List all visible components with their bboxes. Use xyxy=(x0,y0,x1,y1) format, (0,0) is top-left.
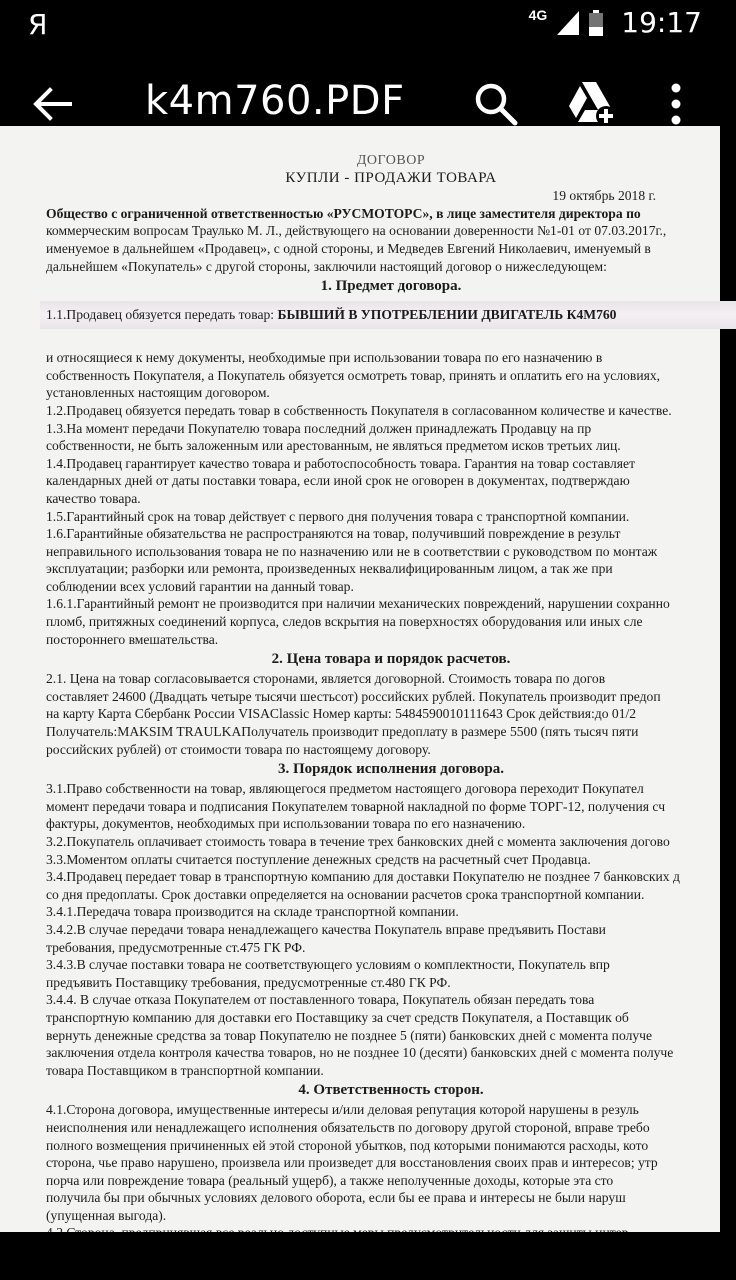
contract-heading: ДОГОВОР xyxy=(356,153,426,168)
document-line: установленных настоящим договором. xyxy=(46,385,270,401)
document-line: Получатель:MAKSIM TRAULKAПолучатель производит предоплату в размере 5500 (пять тысяч пяти xyxy=(46,724,639,740)
signal-icon xyxy=(557,11,579,35)
document-line: 3.4.1.Передача товара производится на складе транспортной компании. xyxy=(46,904,459,920)
network-type-label: 4G xyxy=(528,6,548,23)
document-line: момент передачи товара и подписания Покупателем товарной накладной по форме ТОРГ-12, получения сч xyxy=(46,798,666,814)
search-icon[interactable] xyxy=(474,82,518,126)
document-line: собственность Покупателя, а Покупатель обязуется осмотреть товар, принять и оплатить его на условиях, xyxy=(46,367,661,383)
document-line: получила бы при обычных условиях делового оборота, если бы ее права и интересы не были наруш xyxy=(46,1190,626,1206)
intro-line: именуемое в дальнейшем «Продавец», с одной стороны, и Медведев Евгений Николаевич, именуемый в xyxy=(46,240,651,256)
document-line: 1.5.Гарантийный срок на товар действует с первого дня получения товара с транспортной компании. xyxy=(46,508,630,524)
section-3-body xyxy=(46,780,736,1079)
document-line: 3.4.Продавец передает товар в транспортную компанию для доставки Покупателю не позднее 7 банковских д xyxy=(46,869,680,885)
section-2-body xyxy=(46,670,736,758)
document-line: календарных дней от даты поставки товара, если иной срок не оговорен в документах, подтверждаю xyxy=(46,473,630,489)
document-title: k4m760.PDF xyxy=(145,78,405,124)
document-line: порча или повреждение товара (реальный ущерб), а также неполученные доходы, которые эта сто xyxy=(46,1172,614,1188)
intro-paragraph xyxy=(46,205,736,275)
battery-icon xyxy=(589,10,603,36)
clock: 19:17 xyxy=(621,6,702,39)
document-line: 3.2.Покупатель оплачивает стоимость товара в течение трех банковских дней с момента заключения догово xyxy=(46,834,670,849)
document-line: 3.3.Моментом оплаты считается поступление денежных средств на расчетный счет Продавца. xyxy=(46,851,591,867)
section-1-body xyxy=(46,349,736,648)
document-line: 1.6.Гарантийные обязательства не распространяются на товар, получивший повреждение в результ xyxy=(46,526,621,542)
product-line xyxy=(40,301,736,329)
document-line: со дня предоплаты. Срок доставки определяется на основании расчетов срока транспортной компании. xyxy=(46,886,645,902)
pdf-viewport[interactable] xyxy=(0,126,720,1232)
document-line: полного возмещения причиненных ей этой стороной убытков, под которыми понимаются расходы, кото xyxy=(46,1137,649,1153)
document-line: на карту Карта Сбербанк России VISAClassic Номер карты: 5484590010111643 Срок действия:до 01/2 xyxy=(46,706,637,722)
document-line: 1.3.На момент передачи Покупателю товара последний должен принадлежать Продавцу на пр xyxy=(46,420,592,436)
document-line: российских рублей) от стоимости товара по настоящему договору. xyxy=(46,741,431,757)
status-bar xyxy=(0,0,720,50)
document-line: фактуры, документов, необходимых при использовании товара по его назначению. xyxy=(46,816,526,832)
document-line: собственности, не быть заложенным или арестованным, не являться предметом исков третьих лиц. xyxy=(46,438,621,454)
document-line: сторона, чье право нарушено, произвела или произведет для восстановления своих прав и интересов; утр xyxy=(46,1155,658,1171)
document-line: 3.4.4. В случае отказа Покупателем от поставленного товара, Покупатель обязан передать това xyxy=(46,992,595,1008)
contract-date: 19 октябрь 2018 г. xyxy=(552,188,656,204)
document-line: соблюдении всех условий гарантии на данный товар. xyxy=(46,578,354,594)
back-arrow-icon[interactable] xyxy=(32,84,72,124)
document-line: предъявить Поставщику требования, предусмотренные ст.480 ГК РФ. xyxy=(46,974,451,990)
document-line: качество товара. xyxy=(46,490,141,506)
document-line: вернуть денежные средства за товар Покупателю не позднее 5 (пяти) банковских дней с момента получе xyxy=(46,1027,653,1043)
document-line: (упущенная выгода). xyxy=(46,1207,167,1223)
document-line: 3.4.2.В случае передачи товара ненадлежащего качества Покупатель вправе предъявить Постави xyxy=(46,921,606,937)
navigation-bar xyxy=(0,1232,720,1280)
section-title: 3. Порядок исполнения договора. xyxy=(278,761,504,778)
document-line: составляет 24600 (Двадцать четыре тысячи шестьсот) российских рублей. Покупатель производит предоп xyxy=(46,688,661,704)
intro-line xyxy=(46,205,736,223)
pdf-page xyxy=(46,152,736,1242)
intro-line: дальнейшем «Покупатель» с другой стороны, заключили настоящий договор о нижеследующем: xyxy=(46,258,607,274)
intro-line: коммерческим вопросам Траулько М. Л., действующего на основании доверенности №1-01 от 07.03.2017г., xyxy=(46,223,667,239)
document-line: неправильного использования товара не по назначению или не в соответствии с руководством по монтаж xyxy=(46,543,658,559)
document-line: 4.1.Сторона договора, имущественные интересы и/или деловая репутация которой нарушены в резуль xyxy=(46,1102,639,1118)
product-prefix: 1.1.Продавец обязуется передать товар: xyxy=(46,307,278,323)
document-line: 1.2.Продавец обязуется передать товар в собственность Покупателя в согласованном количестве и качестве. xyxy=(46,402,672,418)
document-line: заключения отдела контроля качества товаров, но не позднее 10 (десяти) банковских дней с момента получе xyxy=(46,1045,674,1061)
document-line: требования, предусмотренные ст.475 ГК РФ. xyxy=(46,939,306,955)
product-name: БЫВШИЙ В УПОТРЕБЛЕНИИ ДВИГАТЕЛЬ К4М760 xyxy=(277,307,617,323)
document-line: неисполнения или ненадлежащего исполнения обязательств по договору другой стороной, вправе требо xyxy=(46,1119,650,1135)
contract-subheading: КУПЛИ - ПРОДАЖИ ТОВАРА xyxy=(285,169,497,186)
document-line: и относящиеся к нему документы, необходимые при использовании товара по его назначению в xyxy=(46,350,603,366)
more-vert-icon[interactable] xyxy=(660,82,692,126)
section-title: 4. Ответственность сторон. xyxy=(298,1082,484,1099)
document-line: 2.1. Цена на товар согласовывается сторонами, является договорной. Стоимость товара по догов xyxy=(46,671,606,687)
section-title: 2. Цена товара и порядок расчетов. xyxy=(271,651,511,668)
yandex-notification-icon: Я xyxy=(28,8,48,41)
google-drive-add-icon[interactable] xyxy=(566,80,618,128)
document-line: 3.4.3.В случае поставки товара не соответствующего условиям о комплектности, Покупатель впр xyxy=(46,957,610,973)
document-line: товара Поставщиком в транспортной компании. xyxy=(46,1062,324,1078)
document-line: 3.1.Право собственности на товар, являющегося предметом настоящего договора переходит Покупател xyxy=(46,781,644,797)
section-4-body xyxy=(46,1101,736,1242)
document-line: транспортную компанию для доставки его Поставщику за счет средств Покупателя, а Поставщик об xyxy=(46,1009,629,1025)
document-line: эксплуатации; разборки или ремонта, произведенных неквалифицированным лицом, а так же при xyxy=(46,561,613,577)
document-line: постороннего вмешательства. xyxy=(46,631,219,647)
document-line: 1.4.Продавец гарантирует качество товара и работоспособность товара. Гарантия на товар составляет xyxy=(46,455,636,471)
document-line: пломб, притяжных соединений корпуса, следов вскрытия на поверхностях оборудования или иных сле xyxy=(46,614,643,630)
status-icons xyxy=(529,6,702,39)
section-title: 1. Предмет договора. xyxy=(320,278,462,295)
document-line: 1.6.1.Гарантийный ремонт не производится при наличии механических повреждений, нарушении сохранно xyxy=(46,596,670,612)
company-name: Общество с ограниченной ответственностью «РУСМОТОРС», в лице заместителя директора по xyxy=(46,205,641,221)
